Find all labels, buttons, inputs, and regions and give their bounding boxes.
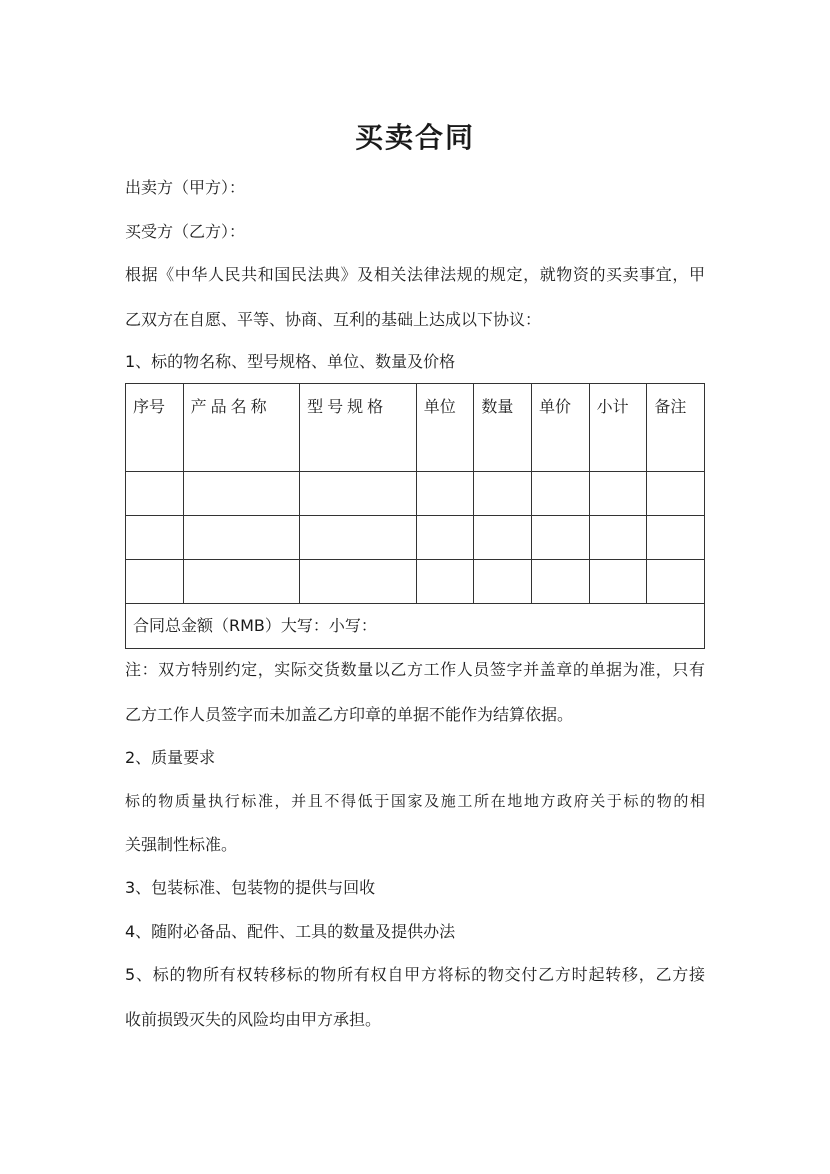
table-cell[interactable]: [416, 472, 474, 516]
table-cell[interactable]: [647, 560, 705, 604]
section-1-heading: 1、标的物名称、型号规格、单位、数量及价格: [125, 352, 456, 371]
intro-line-1: 根据《中华人民共和国民法典》及相关法律法规的规定，就物资的买卖事宜，甲: [125, 265, 705, 284]
table-cell[interactable]: [126, 560, 184, 604]
intro-line-2: 乙双方在自愿、平等、协商、互利的基础上达成以下协议：: [125, 310, 542, 329]
section-4-heading: 4、随附必备品、配件、工具的数量及提供办法: [125, 922, 456, 941]
table-cell[interactable]: [474, 516, 532, 560]
quality-line-2: 关强制性标准。: [125, 835, 238, 854]
header-cell: 型号规格: [300, 384, 417, 472]
table-cell[interactable]: [532, 472, 590, 516]
section-2-heading: 2、质量要求: [125, 748, 216, 767]
table-cell[interactable]: [183, 472, 300, 516]
header-cell: 单位: [416, 384, 474, 472]
table-cell[interactable]: [589, 472, 647, 516]
table-cell[interactable]: [647, 472, 705, 516]
header-cell: 单价: [532, 384, 590, 472]
table-cell[interactable]: [474, 560, 532, 604]
header-cell: 备注: [647, 384, 705, 472]
table-cell[interactable]: [474, 472, 532, 516]
table-cell[interactable]: [416, 516, 474, 560]
table-cell[interactable]: [532, 560, 590, 604]
table-cell[interactable]: [416, 560, 474, 604]
table-cell[interactable]: [183, 516, 300, 560]
table-cell[interactable]: [300, 516, 417, 560]
header-cell: 小计: [589, 384, 647, 472]
table-cell[interactable]: [126, 516, 184, 560]
table-cell[interactable]: [589, 516, 647, 560]
goods-table: [125, 383, 705, 649]
table-header-row: [126, 384, 705, 472]
total-amount-cell: 合同总金额（RMB）大写：小写：: [126, 604, 705, 649]
table-total-row: [126, 604, 705, 649]
section-5-line-1: 5、标的物所有权转移标的物所有权自甲方将标的物交付乙方时起转移，乙方接: [125, 965, 705, 984]
table-cell[interactable]: [647, 516, 705, 560]
table-row: [126, 472, 705, 516]
header-cell: 数量: [474, 384, 532, 472]
seller-line: 出卖方（甲方）：: [125, 178, 246, 197]
quality-line-1: 标的物质量执行标准，并且不得低于国家及施工所在地地方政府关于标的物的相: [125, 792, 705, 810]
header-cell: 序号: [126, 384, 184, 472]
table-cell[interactable]: [183, 560, 300, 604]
section-5-line-2: 收前损毁灭失的风险均由甲方承担。: [125, 1010, 382, 1029]
document-title: 买卖合同: [354, 121, 475, 154]
table-cell[interactable]: [126, 472, 184, 516]
section-3-heading: 3、包装标准、包装物的提供与回收: [125, 878, 376, 897]
table-row: [126, 516, 705, 560]
header-cell: 产品名称: [183, 384, 300, 472]
table-cell[interactable]: [532, 516, 590, 560]
table-cell[interactable]: [589, 560, 647, 604]
buyer-line: 买受方（乙方）：: [125, 222, 246, 241]
table-cell[interactable]: [300, 560, 417, 604]
note-line-2: 乙方工作人员签字而未加盖乙方印章的单据不能作为结算依据。: [125, 705, 574, 724]
table-cell[interactable]: [300, 472, 417, 516]
note-line-1: 注：双方特别约定，实际交货数量以乙方工作人员签字并盖章的单据为准，只有: [125, 660, 705, 679]
table-row: [126, 560, 705, 604]
